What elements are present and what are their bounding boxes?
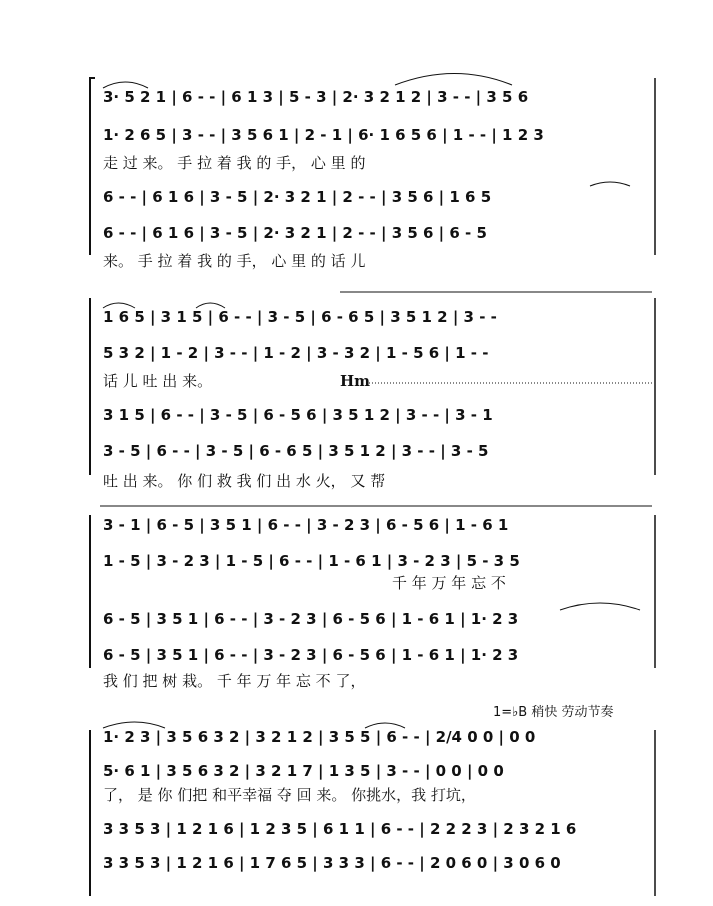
system-3-line-5: 6 - 5 | 3 5 1 | 6 - - | 3 - 2 3 | 6 - 5 6 | 1 - 6 1 | 1· 2 3	[103, 646, 519, 664]
system-2-line-2: 5 3 2 | 1 - 2 | 3 - - | 1 - 2 | 3 - 3 2 | 1 - 5 6 | 1 - -	[103, 344, 489, 362]
system-3-line-1: 3 - 1 | 6 - 5 | 3 5 1 | 6 - - | 3 - 2 3 | 6 - 5 6 | 1 - 6 1	[103, 516, 509, 534]
system-2-line-4: 3 1 5 | 6 - - | 3 - 5 | 6 - 5 6 | 3 5 1 2 | 3 - - | 3 - 1	[103, 406, 493, 424]
system-1	[89, 74, 655, 271]
system-4-line-4: 3 3 5 3 | 1 2 1 6 | 1 2 3 5 | 6 1 1 | 6 - - | 2 2 2 3 | 2 3 2 1 6	[103, 820, 577, 838]
system-1-line-2: 1· 2 6 5 | 3 - - | 3 5 6 1 | 2 - 1 | 6· 1 6 5 6 | 1 - - | 1 2 3	[103, 126, 544, 144]
system-1-line-4: 6 - - | 6 1 6 | 3 - 5 | 2· 3 2 1 | 2 - - | 3 5 6 | 1 6 5	[103, 188, 492, 206]
system-2-line-5: 3 - 5 | 6 - - | 3 - 5 | 6 - 6 5 | 3 5 1 2 | 3 - - | 3 - 5	[103, 442, 489, 460]
system-1-line-5: 6 - - | 6 1 6 | 3 - 5 | 2· 3 2 1 | 2 - - | 3 5 6 | 6 - 5	[103, 224, 487, 242]
system-4-line-5: 3 3 5 3 | 1 2 1 6 | 1 7 6 5 | 3 3 3 | 6 - - | 2 0 6 0 | 3 0 6 0	[103, 854, 561, 872]
system-1-line-6: 来。 手 拉 着 我 的 手， 心 里 的 话 儿	[103, 252, 366, 270]
system-1-line-3: 走 过 来。 手 拉 着 我 的 手， 心 里 的	[103, 154, 366, 172]
system-3	[90, 506, 655, 690]
tempo-marking: 1=♭B 稍快 劳动节奏	[493, 705, 614, 720]
system-3-line-4: 6 - 5 | 3 5 1 | 6 - - | 3 - 2 3 | 6 - 5 6 | 1 - 6 1 | 1· 2 3	[103, 610, 519, 628]
system-4-line-2: 5· 6 1 | 3 5 6 3 2 | 3 2 1 7 | 1 3 5 | 3 - - | 0 0 | 0 0	[103, 762, 504, 780]
system-4-line-3: 了， 是 你 们把 和平幸福 夺 回 来。 你挑水，我 打坑，	[103, 786, 476, 804]
system-2-hm-label: Hm	[340, 372, 371, 390]
system-2-line-1: 1 6 5 | 3 1 5 | 6 - - | 3 - 5 | 6 - 6 5 | 3 5 1 2 | 3 - -	[103, 308, 497, 326]
system-3-line-3: 千 年 万 年 忘 不	[392, 574, 506, 592]
system-1-line-1: 3· 5 2 1 | 6 - - | 6 1 3 | 5 - 3 | 2· 3 2 1 2 | 3 - - | 3 5 6	[103, 88, 529, 106]
system-2	[90, 292, 655, 490]
system-2-line-3: 话 儿 吐 出 来。	[103, 372, 213, 390]
system-3-line-6: 我 们 把 树 栽。 千 年 万 年 忘 不 了，	[103, 672, 366, 690]
system-4-line-1: 1· 2 3 | 3 5 6 3 2 | 3 2 1 2 | 3 5 5 | 6 - - | 2/4 0 0 | 0 0	[103, 728, 536, 746]
system-2-line-6: 吐 出 来。 你 们 救 我 们 出 水 火， 又 帮	[103, 472, 386, 490]
system-3-line-2: 1 - 5 | 3 - 2 3 | 1 - 5 | 6 - - | 1 - 6 1 | 3 - 2 3 | 5 - 3 5	[103, 552, 520, 570]
system-4	[90, 704, 655, 896]
